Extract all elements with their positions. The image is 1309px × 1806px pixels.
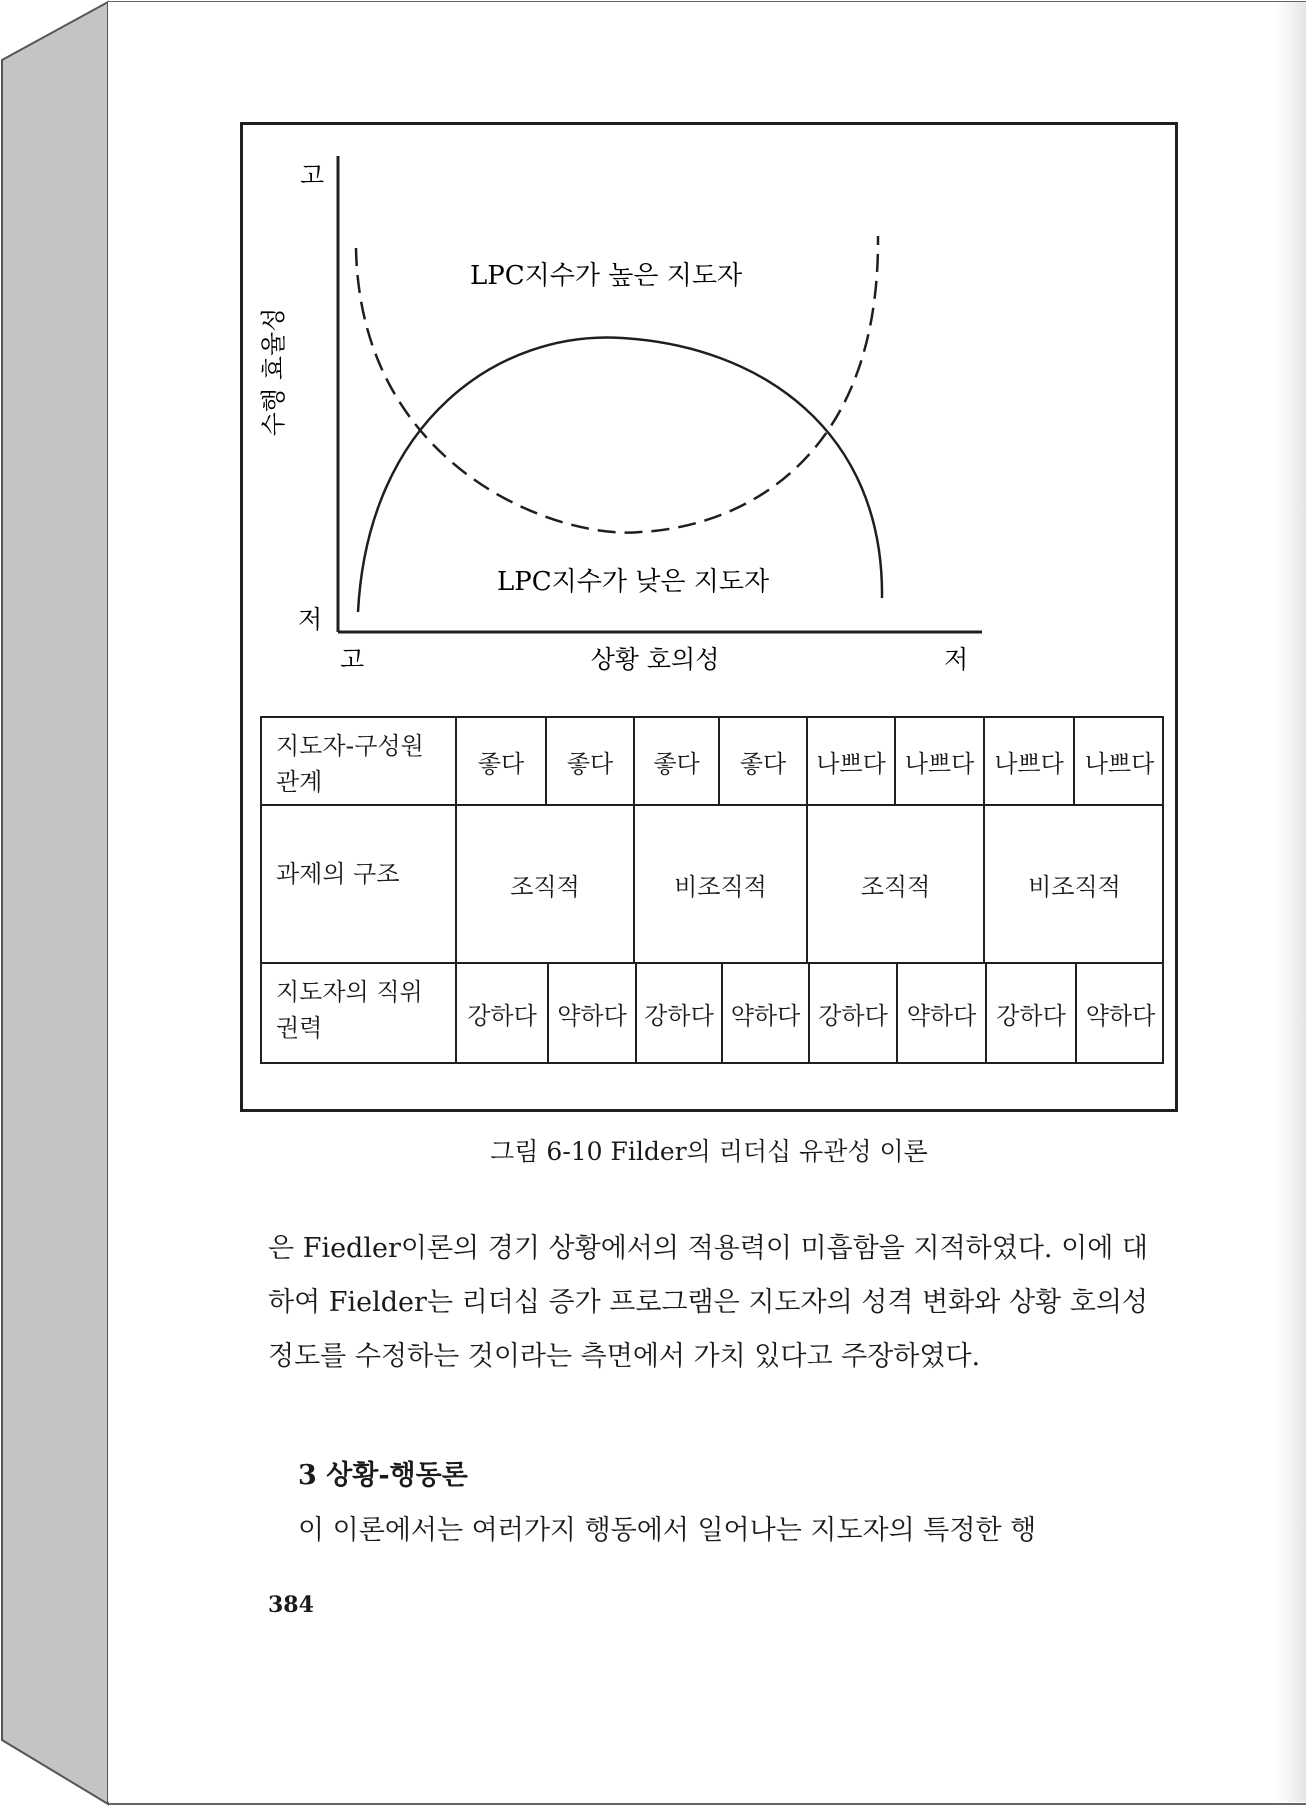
- table-cell: 조직적: [455, 806, 633, 962]
- page-number: 384: [268, 1592, 314, 1618]
- series-high-lpc-label: LPC지수가 높은 지도자: [470, 261, 743, 291]
- row-header-relations: 지도자-구성원 관계: [276, 732, 424, 796]
- table-cell: 약하다: [1075, 964, 1164, 1062]
- situation-table: [260, 716, 1164, 1064]
- table-cell: 약하다: [721, 964, 808, 1062]
- table-cell: 나쁘다: [806, 718, 894, 804]
- table-cell: 강하다: [985, 964, 1075, 1062]
- x-axis-label: 상황 호의성: [590, 645, 720, 674]
- row-header-task-structure: 과제의 구조: [276, 860, 400, 888]
- table-cell: 좋다: [718, 718, 806, 804]
- table-row-position-power: [262, 964, 1162, 1062]
- fiedler-chart: [0, 0, 1309, 700]
- table-cell: 약하다: [547, 964, 635, 1062]
- section-first-line: 이 이론에서는 여러가지 행동에서 일어나는 지도자의 특정한 행: [298, 1515, 1037, 1546]
- x-tick-high: 고: [340, 645, 365, 674]
- table-cell: 좋다: [545, 718, 633, 804]
- table-cell: 강하다: [635, 964, 721, 1062]
- section-heading: 3 상황-행동론: [298, 1460, 468, 1491]
- table-cell: 좋다: [633, 718, 718, 804]
- table-cell: 비조직적: [983, 806, 1164, 962]
- table-cell: 좋다: [455, 718, 545, 804]
- table-cell: 약하다: [896, 964, 985, 1062]
- y-tick-high: 고: [300, 161, 325, 190]
- table-cell: 강하다: [455, 964, 547, 1062]
- table-cell: 나쁘다: [1073, 718, 1164, 804]
- table-cell: 강하다: [808, 964, 896, 1062]
- x-tick-low: 저: [944, 645, 969, 674]
- y-tick-low: 저: [298, 605, 323, 634]
- table-row-relations: [262, 718, 1162, 806]
- y-axis-label: 수행 효율성: [259, 307, 288, 437]
- table-cell: 비조직적: [633, 806, 806, 962]
- table-cell: 조직적: [806, 806, 983, 962]
- body-paragraph: 은 Fiedler이론의 경기 상황에서의 적용력이 미흡함을 지적하였다. 이에 대하여 Fielder는 리더십 증가 프로그램은 지도자의 성격 변화와 상황 호의성 정도를 수정하는 것이라는 측면에서 가치 있다고 주장하였다.: [268, 1233, 1148, 1372]
- table-row-task-structure: [262, 806, 1162, 964]
- table-cell: 나쁘다: [983, 718, 1073, 804]
- table-cell: 나쁘다: [894, 718, 983, 804]
- series-low-lpc-label: LPC지수가 낮은 지도자: [497, 567, 770, 597]
- row-header-position-power: 지도자의 직위권력: [276, 978, 423, 1042]
- figure-caption: 그림 6-10 Filder의 리더십 유관성 이론: [490, 1137, 928, 1166]
